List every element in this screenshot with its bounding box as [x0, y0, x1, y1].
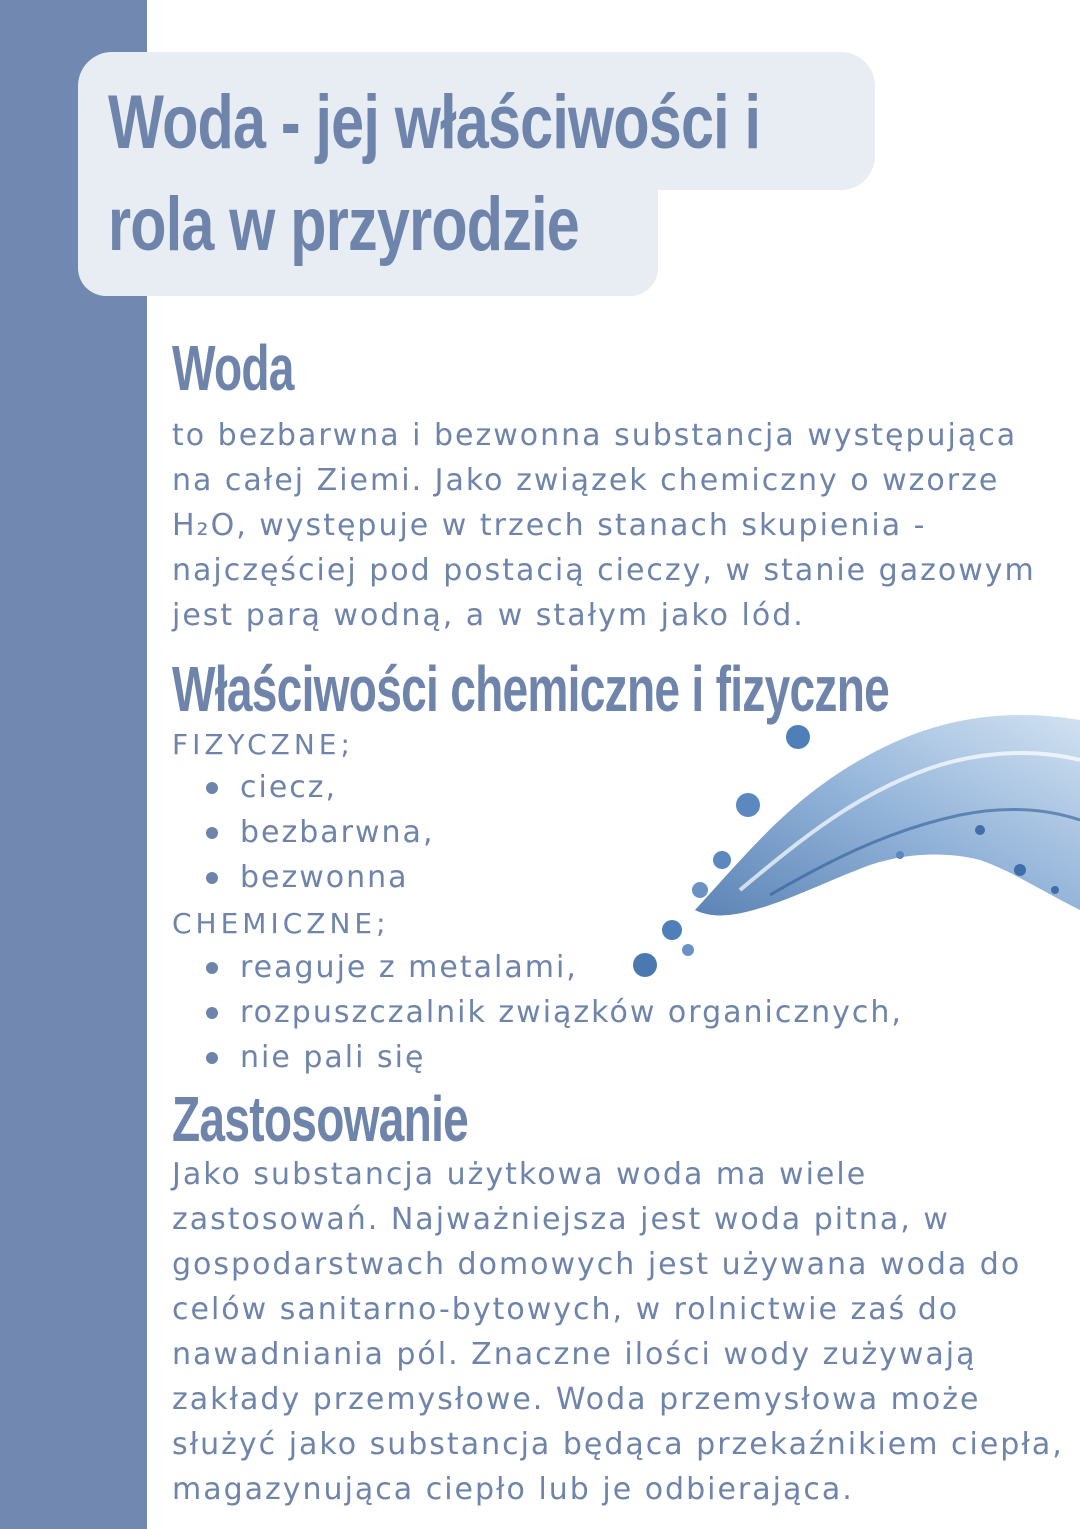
- usage-line: nawadniania pól. Znaczne ilości wody zużywają: [172, 1337, 977, 1372]
- label-chemical: CHEMICZNE;: [172, 907, 390, 940]
- woda-line: najczęściej pod postacią cieczy, w stanie gazowym: [172, 553, 1036, 588]
- heading-woda: Woda: [172, 332, 294, 404]
- woda-line: H₂O, występuje w trzech stanach skupienia -: [172, 508, 927, 543]
- heading-properties: Właściwości chemiczne i fizyczne: [172, 653, 890, 725]
- title-line-1: Woda - jej właściwości i: [108, 80, 761, 165]
- usage-line: magazynująca ciepło lub je odbierająca.: [172, 1472, 854, 1507]
- usage-line: celów sanitarno-bytowych, w rolnictwie zaś do: [172, 1292, 960, 1327]
- list-item: bezwonna: [204, 855, 434, 900]
- list-item: reaguje z metalami,: [204, 945, 903, 990]
- usage-line: zastosowań. Najważniejsza jest woda pitna, w: [172, 1202, 950, 1237]
- woda-line: jest parą wodną, a w stałym jako lód.: [172, 598, 805, 633]
- list-chemical: [204, 945, 903, 1080]
- usage-line: Jako substancja użytkowa woda ma wiele: [172, 1157, 868, 1192]
- title-line-2: rola w przyrodzie: [108, 182, 579, 267]
- woda-line: na całej Ziemi. Jako związek chemiczny o wzorze: [172, 463, 1000, 498]
- list-item: rozpuszczalnik związków organicznych,: [204, 990, 903, 1035]
- list-physical: [204, 765, 434, 900]
- usage-line: gospodarstwach domowych jest używana woda do: [172, 1247, 1022, 1282]
- heading-usage: Zastosowanie: [172, 1083, 469, 1155]
- list-item: ciecz,: [204, 765, 434, 810]
- list-item: bezbarwna,: [204, 810, 434, 855]
- woda-line: to bezbarwna i bezwonna substancja występująca: [172, 418, 1018, 453]
- paragraph-woda: [172, 413, 1036, 638]
- page-title: [108, 72, 760, 276]
- paragraph-usage: [172, 1152, 1064, 1512]
- list-item: nie pali się: [204, 1035, 903, 1080]
- usage-line: służyć jako substancja będąca przekaźnikiem ciepła,: [172, 1427, 1064, 1462]
- usage-line: zakłady przemysłowe. Woda przemysłowa może: [172, 1382, 981, 1417]
- label-physical: FIZYCZNE;: [172, 728, 354, 761]
